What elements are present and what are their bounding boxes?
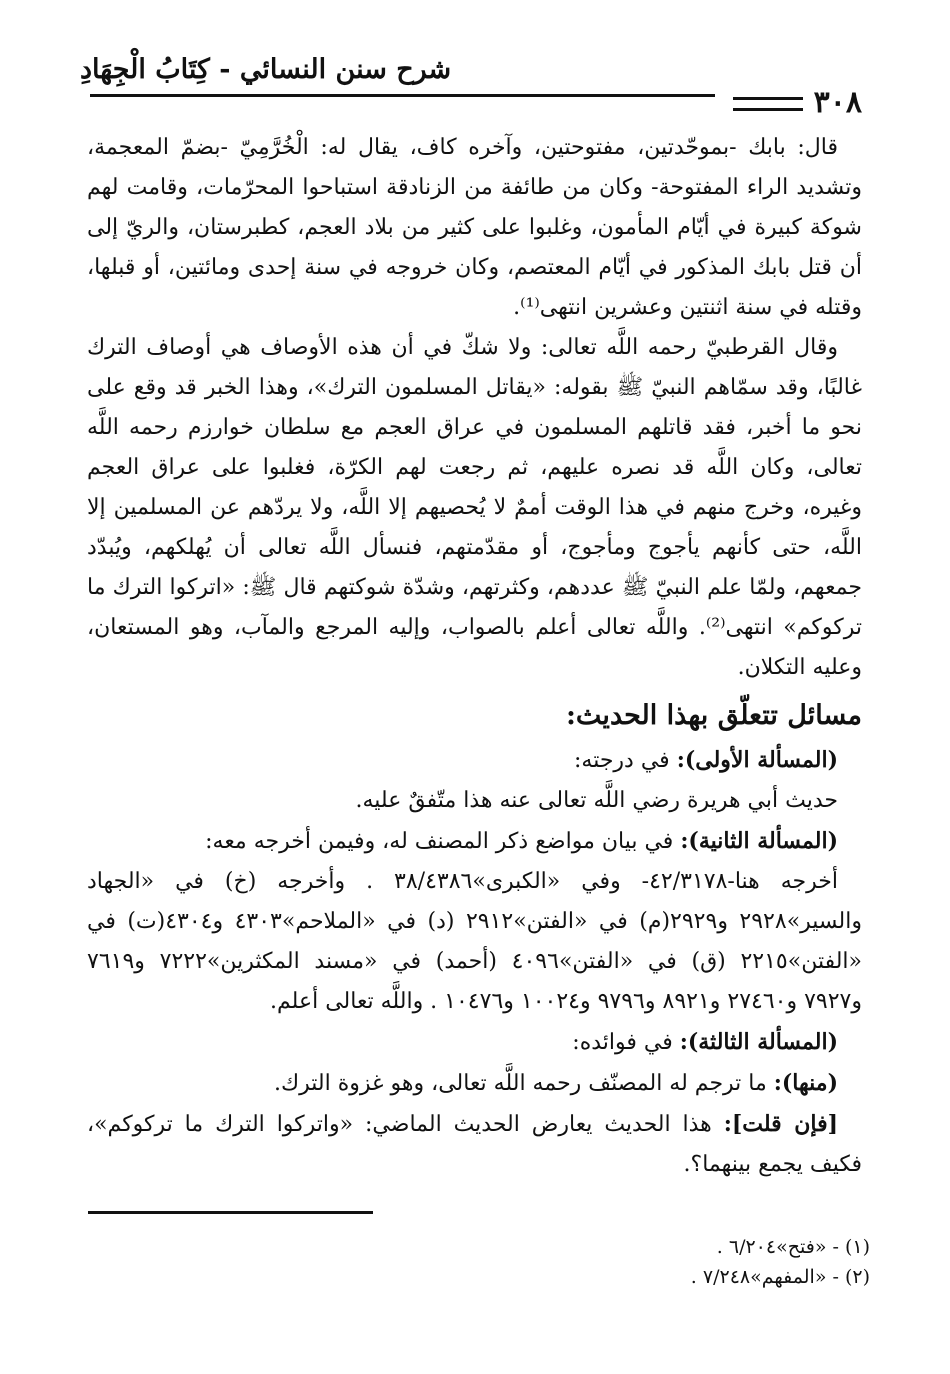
double-rule-ornament	[733, 97, 803, 111]
masala-2-label: (المسألة الثانية):	[680, 828, 838, 854]
footnote-rule	[88, 1211, 373, 1214]
paragraph-2: وقال القرطبيّ رحمه اللَّه تعالى: ولا شكّ في أن هذه الأوصاف هي أوصاف الترك غالبًا، وقد سمّاهم النبيّ ﷺ بقوله: «يقاتل المسلمون الترك»، وهذا الخبر قد وقع على نحو ما أخبر، فقد قاتلهم المسلمون في عراق العجم مع سلطان خوارزم رحمه اللَّه تعالى، وكان اللَّه قد نصره عليهم، ثم رجعت لهم الكرّة، فغلبوا على عراق العجم وغيره، وخرج منهم في هذا الوقت أممٌ لا يُحصيهم إلا اللَّه، ولا يردّهم عن المسلمين إلا اللَّه، حتى كأنهم يأجوج ومأجوج، أو مقدّمتهم، فنسأل اللَّه تعالى أن يُهلكهم، ويُبدّد جمعهم، ولمّا علم النبيّ ﷺ عددهم، وكثرتهم، وشدّة شوكتهم قال ﷺ: «اتركوا الترك ما تركوكم» انتهى⁽²⁾. واللَّه تعالى أعلم بالصواب، وإليه المرجع والمآب، وهو المستعان، وعليه التكلان.	[87, 335, 862, 680]
masala-2-heading	[87, 821, 862, 862]
section-heading: مسائل تتعلّق بهذا الحديث:	[565, 700, 862, 731]
masala-3-label: (المسألة الثالثة):	[679, 1029, 838, 1055]
question-text: هذا الحديث يعارض الحديث الماضي: «واتركوا الترك ما تركوكم»، فكيف يجمع بينهما؟.	[87, 1112, 862, 1177]
masala-1-body: حديث أبي هريرة رضي اللَّه تعالى عنه هذا متّفقٌ عليه.	[355, 788, 838, 813]
question-paragraph	[87, 1104, 862, 1185]
masala-1-heading	[87, 740, 862, 781]
masala-3-title: في فوائده:	[572, 1030, 680, 1055]
masala-1-title: في درجته:	[573, 748, 677, 773]
minha-text: ما ترجم له المصنّف رحمه اللَّه تعالى، وهو غزوة الترك.	[274, 1071, 774, 1096]
paragraph-1: قال: بابك -بموحّدتين، مفتوحتين، وآخره كاف، يقال له: الْخُرَّمِيّ -بضمّ المعجمة، وتشديد الراء المفتوحة- وكان من طائفة من الزنادقة استباحوا المحرّمات، وقامت لهم شوكة كبيرة في أيّام المأمون، وغلبوا على كثير من بلاد العجم، كطبرستان، والريّ إلى أن قتل بابك المذكور في أيّام المعتصم، وكان خروجه في سنة إحدى ومائتين، أو قبلها، وقتله في سنة اثنتين وعشرين انتهى⁽¹⁾.	[87, 135, 862, 320]
footnotes	[90, 1232, 870, 1292]
masala-3-heading	[87, 1022, 862, 1063]
header-title: شرح سنن النسائي - كِتَابُ الْجِهَادِ	[80, 54, 452, 85]
masala-2-title: في بيان مواضع ذكر المصنف له، وفيمن أخرجه معه:	[205, 829, 681, 854]
main-text	[87, 128, 862, 1185]
footnote-1: (١) - «فتح»٦/٢٠٤ .	[716, 1236, 870, 1258]
masala-1-label: (المسألة الأولى):	[676, 747, 838, 773]
masala-3-minha	[87, 1063, 862, 1104]
minha-label: (منها):	[773, 1070, 838, 1096]
page-number: ٣٠٨	[813, 85, 862, 120]
masala-2-body: أخرجه هنا-٤٢/٣١٧٨- وفي «الكبرى»٣٨/٤٣٨٦ . وأخرجه (خ) في «الجهاد والسير»٢٩٢٨ و٢٩٢٩(م) في «الفتن»٢٩١٢ (د) في «الملاحم»٤٣٠٣ و٤٣٠٤(ت) في «الفتن»٢٢١٥ (ق) في «الفتن»٤٠٩٦ (أحمد) في «مسند المكثرين»٧٢٢٢ و٧٦١٩ و٧٩٢٧ و٢٧٤٦٠ و٨٩٢١ و٩٧٩٦ و١٠٠٢٤ و١٠٤٧٦ . واللَّه تعالى أعلم.	[87, 869, 862, 1014]
question-label: [فإن قلت]:	[723, 1111, 838, 1137]
footnote-2: (٢) - «المفهم»٧/٢٤٨ .	[690, 1266, 870, 1288]
page-number-block	[715, 86, 862, 120]
running-header	[80, 52, 860, 88]
